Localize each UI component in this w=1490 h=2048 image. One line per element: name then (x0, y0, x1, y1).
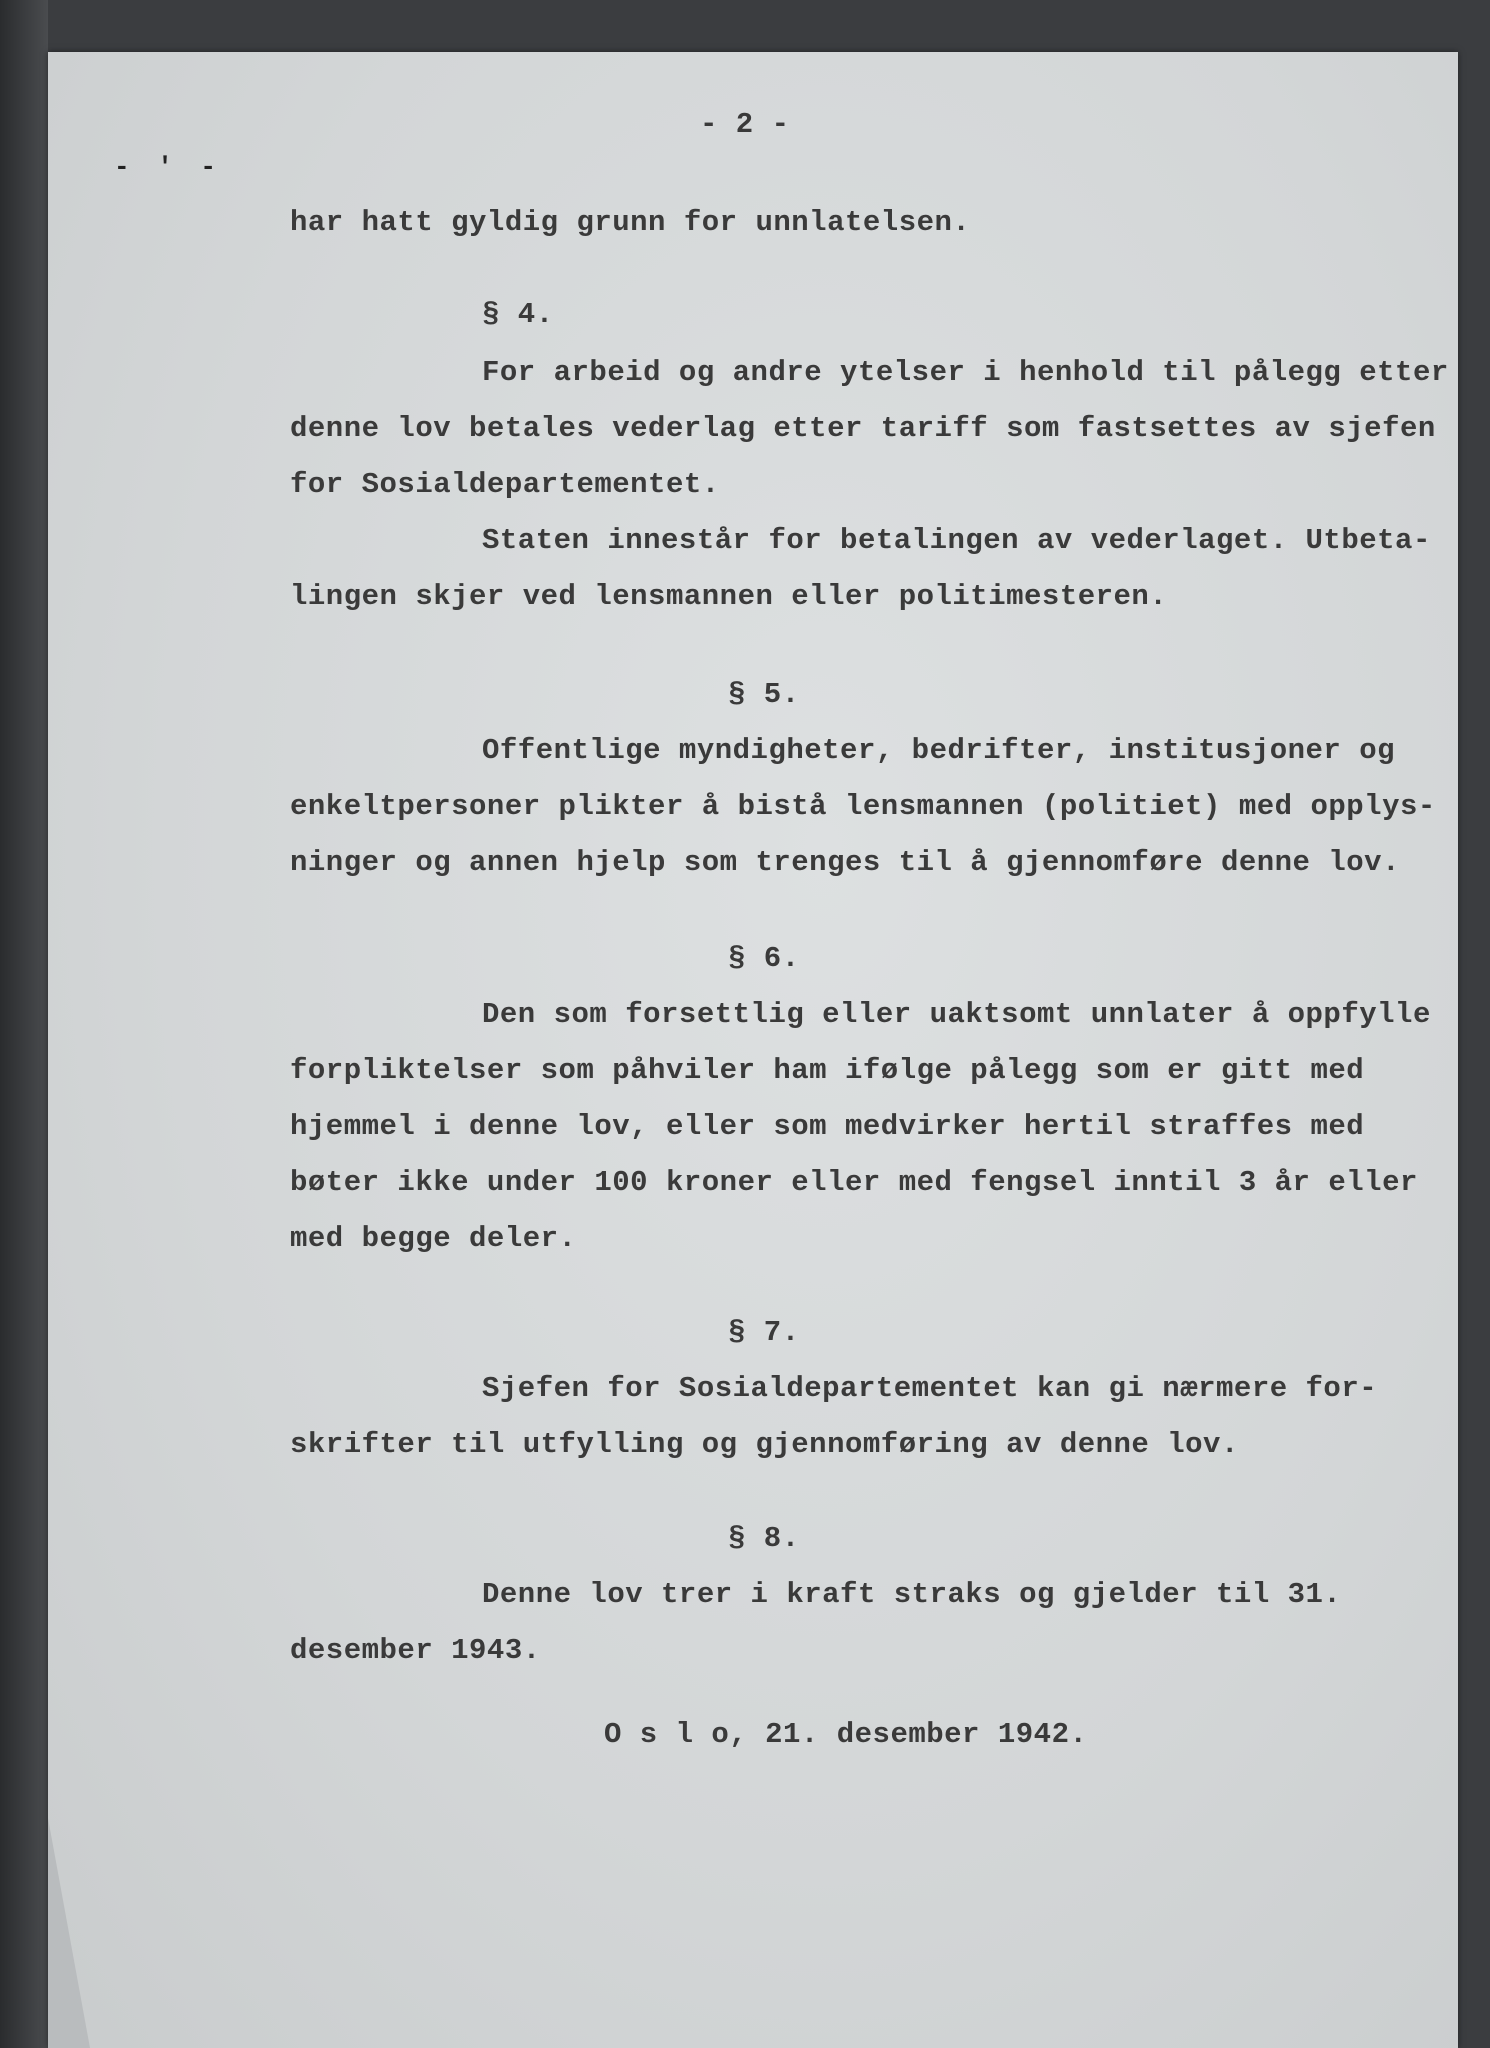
section-heading-5: § 5. (728, 678, 800, 711)
text-line: ninger og annen hjelp som trenges til å gjennomføre denne lov. (290, 846, 1400, 879)
text-line: forpliktelser som påhviler ham ifølge pålegg som er gitt med (290, 1054, 1365, 1087)
text-line: hjemmel i denne lov, eller som medvirker hertil straffes med (290, 1110, 1365, 1143)
text-line: bøter ikke under 100 kroner eller med fengsel inntil 3 år eller (290, 1166, 1418, 1199)
section-heading-4: § 4. (482, 298, 554, 331)
section-heading-7: § 7. (728, 1316, 800, 1349)
section-heading-6: § 6. (728, 942, 800, 975)
page-corner-shadow (48, 1818, 90, 2048)
section-heading-8: § 8. (728, 1522, 800, 1555)
text-line: har hatt gyldig grunn for unnlatelsen. (290, 206, 971, 239)
text-line: For arbeid og andre ytelser i henhold til pålegg etter (482, 356, 1449, 389)
text-line: enkeltpersoner plikter å bistå lensmannen (politiet) med opplys- (290, 790, 1436, 823)
text-line: Denne lov trer i kraft straks og gjelder til 31. (482, 1578, 1342, 1611)
text-line: denne lov betales vederlag etter tariff som fastsettes av sjefen (290, 412, 1436, 445)
page-number: - 2 - (700, 108, 790, 141)
text-line: Staten innestår for betalingen av vederlaget. Utbeta- (482, 524, 1431, 557)
text-line: Sjefen for Sosialdepartementet kan gi nærmere for- (482, 1372, 1378, 1405)
text-line: for Sosialdepartementet. (290, 468, 720, 501)
document-page (48, 52, 1458, 2048)
binding-edge (0, 0, 48, 2048)
text-line: skrifter til utfylling og gjennomføring av denne lov. (290, 1428, 1239, 1461)
text-line: desember 1943. (290, 1634, 541, 1667)
text-line: Offentlige myndigheter, bedrifter, institusjoner og (482, 734, 1396, 767)
text-line: Den som forsettlig eller uaktsomt unnlater å oppfylle (482, 998, 1431, 1031)
text-line: lingen skjer ved lensmannen eller politimesteren. (290, 580, 1168, 613)
margin-marks: - ' - (114, 152, 223, 182)
place-date-line: O s l o, 21. desember 1942. (604, 1718, 1088, 1751)
text-line: med begge deler. (290, 1222, 577, 1255)
